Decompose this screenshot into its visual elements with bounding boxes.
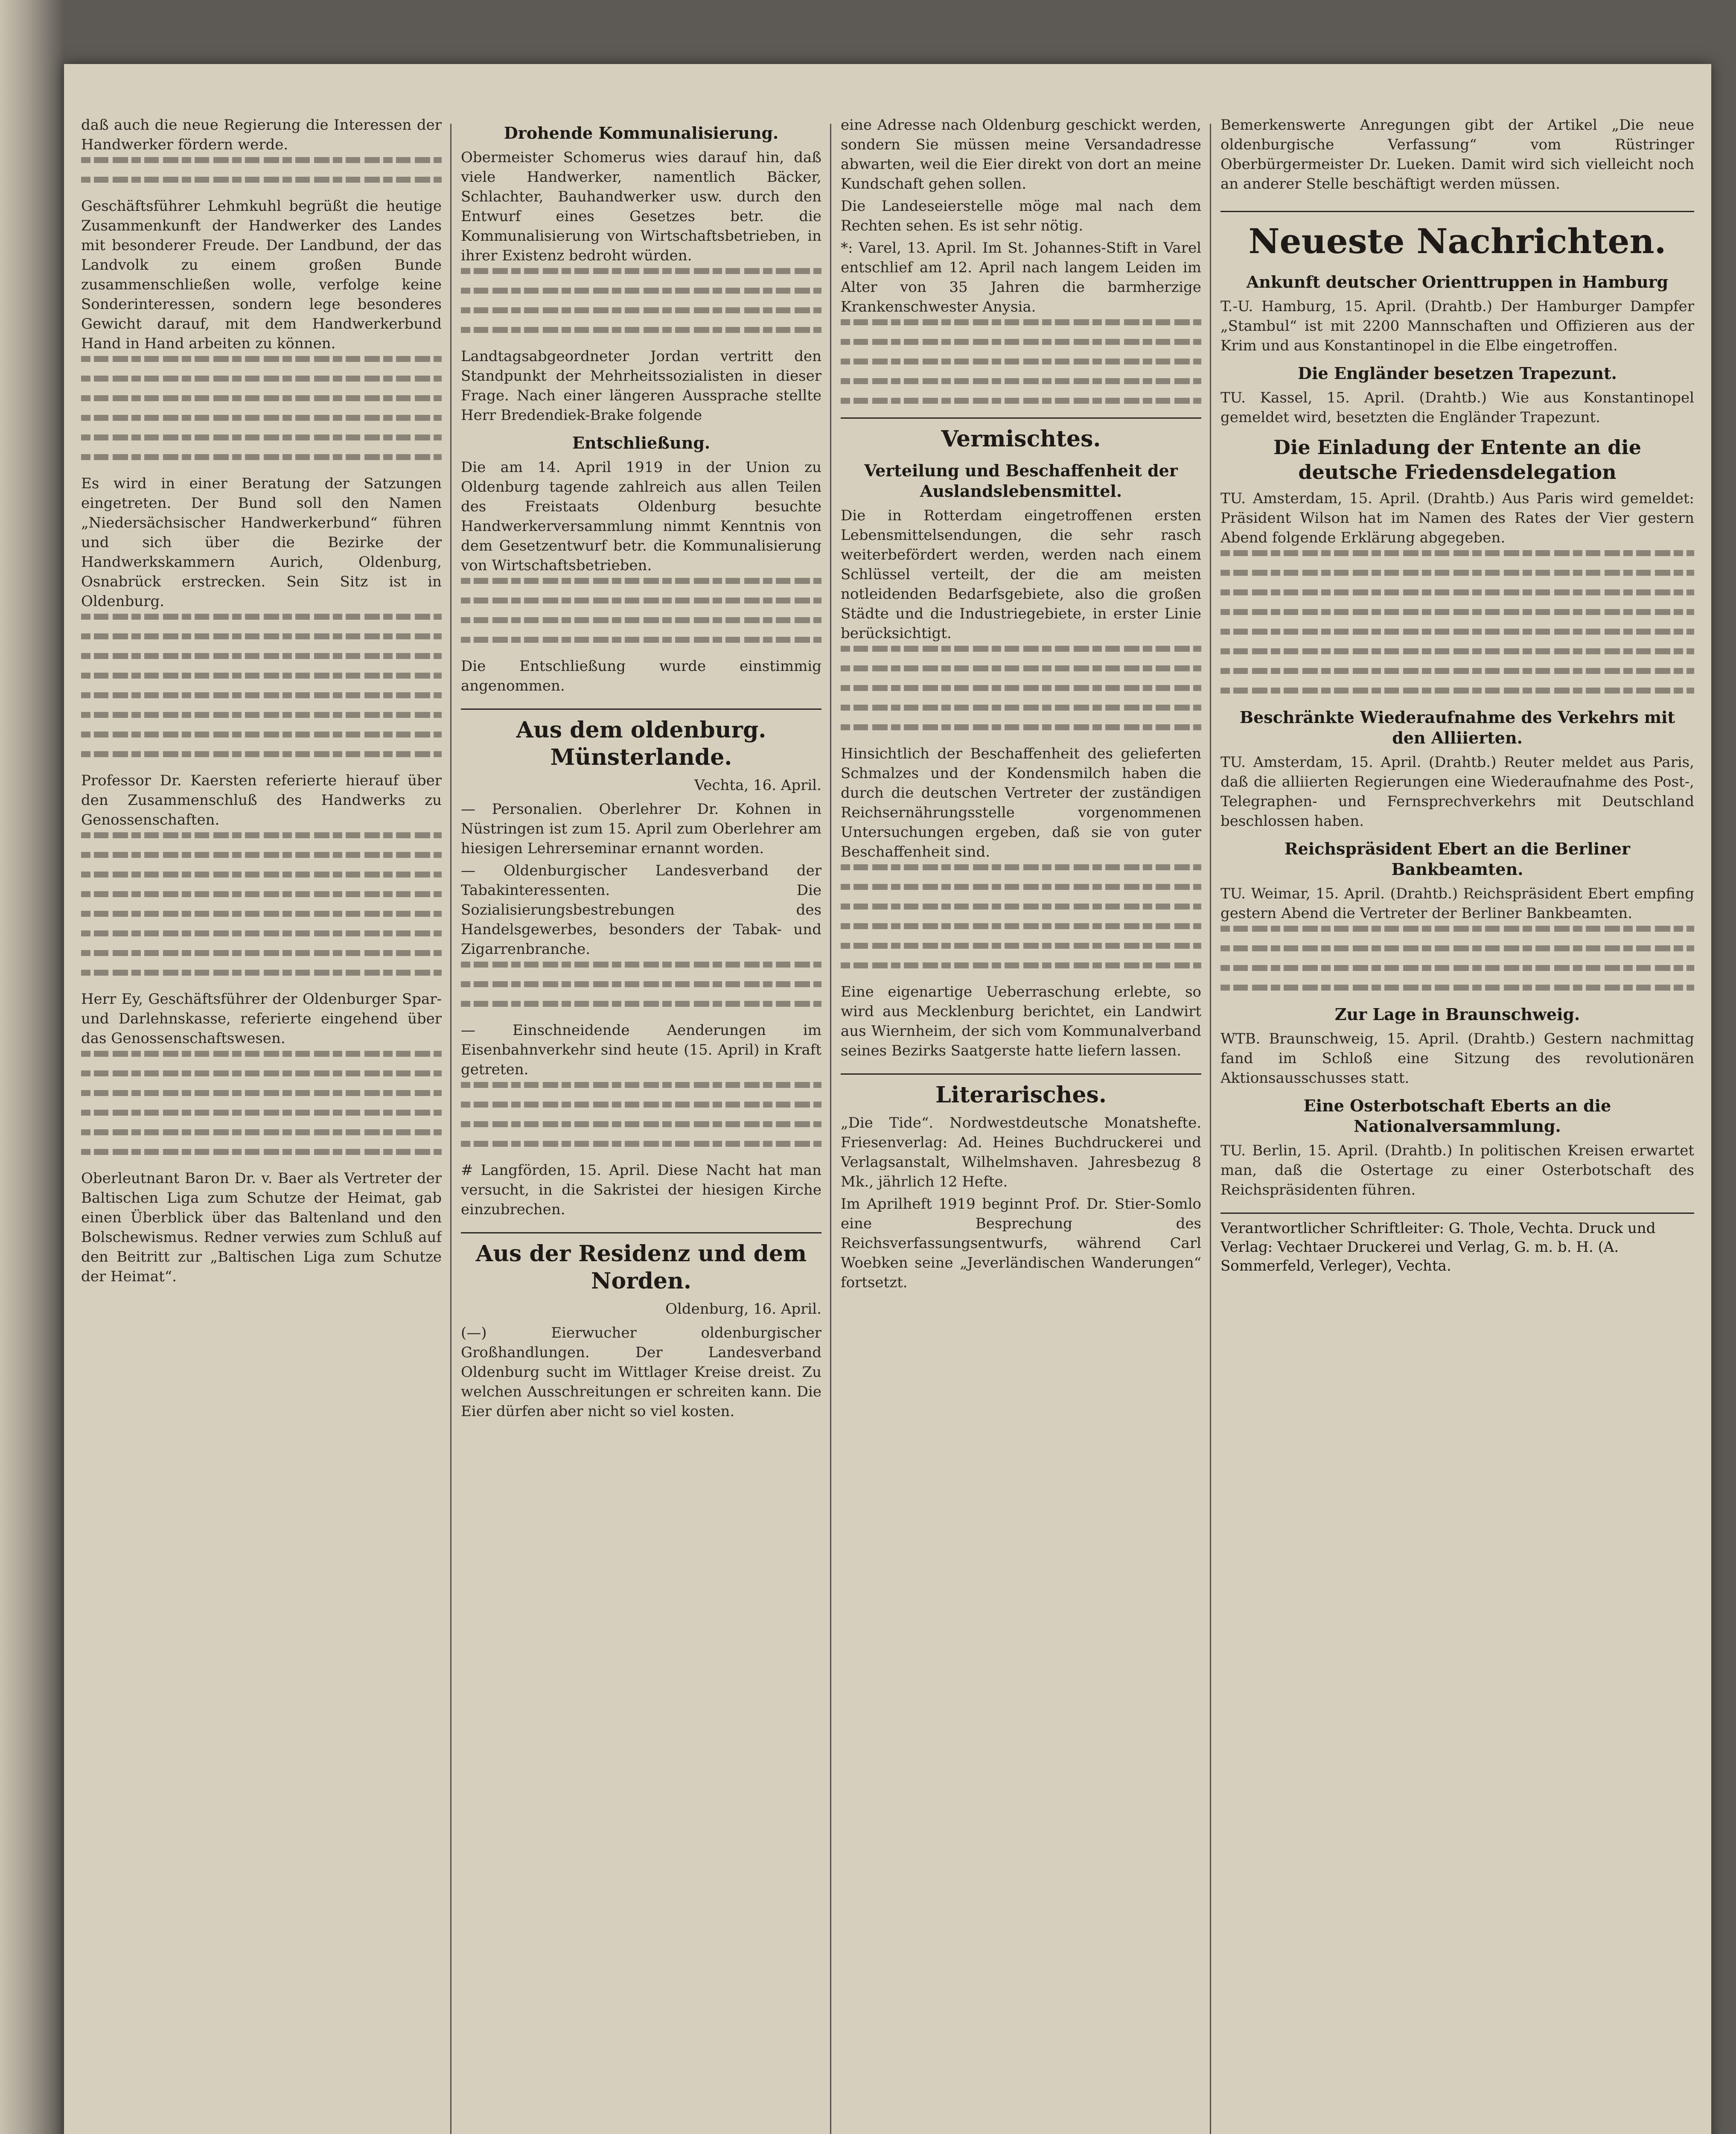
paragraph: TU. Kassel, 15. April. (Drahtb.) Wie aus Konstantinopel gemeldet wird, besetzten die Engländer Trapezunt.: [1220, 389, 1694, 426]
article-heading: Ankunft deutscher Orienttruppen in Hamburg: [1246, 272, 1669, 292]
column-3: [841, 115, 1201, 2134]
paragraph: *: Varel, 13. April. Im St. Johannes-Stift in Varel entschlief am 12. April nach langem Leiden im Alter von 35 Jahren die barmherzige Krankenschwester Anysia.: [841, 239, 1201, 315]
paragraph: Obermeister Schomerus wies darauf hin, daß viele Handwerker, namentlich Bäcker, Schlachter, Bauhandwerker usw. durch den Entwurf eines Gesetzes betr. die Kommunalisierung von Wirtschaftsbetrieben, in ihrer Existenz bedroht würden.: [461, 149, 821, 264]
paragraph: Die Entschließung wurde einstimmig angenommen.: [461, 658, 821, 694]
paragraph: TU. Weimar, 15. April. (Drahtb.) Reichspräsident Ebert empfing gestern Abend die Vertreter der Berliner Bankbeamten.: [1220, 885, 1694, 922]
dateline: Vechta, 16. April.: [694, 777, 821, 794]
paragraph: # Langförden, 15. April. Diese Nacht hat man versucht, in die Sakristei der hiesigen Kirche einzubrechen.: [461, 1162, 821, 1218]
paragraph: „Die Tide“. Nordwestdeutsche Monatshefte. Friesenverlag: Ad. Heines Buchdruckerei und Verlagsanstalt, Wilhelmshaven. Jahresbezug 8 Mk., jährlich 12 Hefte.: [841, 1114, 1201, 1190]
paragraph: Landtagsabgeordneter Jordan vertritt den Standpunkt der Mehrheitssozialisten in dieser Frage. Nach einer längeren Aussprache stellte Herr Bredendiek-Brake folgende: [461, 348, 821, 424]
paragraph: Eine eigenartige Ueberraschung erlebte, so wird aus Mecklenburg berichtet, ein Landwirt aus Wiernheim, der sich vom Kommunalverband seines Bezirks Saatgerste hatte liefern lassen.: [841, 983, 1201, 1059]
paragraph: WTB. Braunschweig, 15. April. (Drahtb.) Gestern nachmittag fand im Schloß eine Sitzung des revolutionären Aktionsausschusses statt.: [1220, 1030, 1694, 1087]
section-heading: Neueste Nachrichten.: [1220, 211, 1694, 262]
paragraph: — Oldenburgischer Landesverband der Tabakinteressenten. Die Sozialisierungsbestrebungen des Handelsgewerbes, besonders der Tabak- und Zigarrenbranche.: [461, 862, 821, 958]
paragraph: eine Adresse nach Oldenburg geschickt werden, sondern Sie müssen meine Versandadresse abwarten, weil die Eier direkt von dort an meine Kundschaft gehen sollen.: [841, 117, 1201, 192]
paragraph: Geschäftsführer Lehmkuhl begrüßt die heutige Zusammenkunft der Handwerker des Landes mit besonderer Freude. Der Landbund, der das Landvolk zu einem großen Bunde zusammenschließen wolle, verfolge keine Sonderinteressen, sondern lege besonderes Gewicht darauf, mit dem Handwerkerbund Hand in Hand arbeiten zu können.: [81, 198, 442, 352]
section-heading: Drohende Kommunalisierung.: [504, 123, 779, 143]
paragraph: — Einschneidende Aenderungen im Eisenbahnverkehr sind heute (15. April) in Kraft getreten.: [461, 1022, 821, 1078]
paragraph: Professor Dr. Kaersten referierte hierauf über den Zusammenschluß des Handwerks zu Genossenschaften.: [81, 772, 442, 828]
paragraph: Die Landeseierstelle möge mal nach dem Rechten sehen. Es ist sehr nötig.: [841, 198, 1201, 234]
column-2: [461, 115, 821, 2134]
paragraph: Oberleutnant Baron Dr. v. Baer als Vertreter der Baltischen Liga zum Schutze der Heimat, gab einen Überblick über das Baltenland und den Bolschewismus. Redner verwies zum Schluß auf den Beitritt zur „Baltischen Liga zum Schutze der Heimat“.: [81, 1170, 442, 1285]
paragraph: TU. Amsterdam, 15. April. (Drahtb.) Aus Paris wird gemeldet: Präsident Wilson hat im Namen des Rates der Vier gestern Abend folgende Erklärung abgegeben.: [1220, 490, 1694, 546]
article-heading: Die Engländer besetzen Trapezunt.: [1298, 364, 1617, 383]
paragraph: — Personalien. Oberlehrer Dr. Kohnen in Nüstringen ist zum 15. April zum Oberlehrer am hiesigen Lehrerseminar ernannt worden.: [461, 801, 821, 857]
article-heading: Zur Lage in Braunschweig.: [1334, 1005, 1580, 1024]
paragraph: Es wird in einer Beratung der Satzungen eingetreten. Der Bund soll den Namen „Niedersächsischer Handwerkerbund“ führen und sich über die Bezirke der Handwerkskammern Aurich, Oldenburg, Osnabrück erstrecken. Sein Sitz ist in Oldenburg.: [81, 475, 442, 610]
article-heading: Eine Osterbotschaft Eberts an die Nationalversammlung.: [1303, 1096, 1611, 1136]
paragraph: T.-U. Hamburg, 15. April. (Drahtb.) Der Hamburger Dampfer „Stambul“ ist mit 2200 Mannschaften und Offizieren aus der Krim und aus Konstantinopel in die Elbe eingetroffen.: [1220, 298, 1694, 354]
paragraph: Die am 14. April 1919 in der Union zu Oldenburg tagende zahlreich aus allen Teilen des Freistaats Oldenburg besuchte Handwerkerversammlung nimmt Kenntnis von dem Gesetzentwurf betr. die Kommunalisierung von Wirtschaftsbetrieben.: [461, 459, 821, 574]
scan-edge: [0, 0, 64, 2134]
article-heading: Beschränkte Wiederaufnahme des Verkehrs mit den Alliierten.: [1239, 708, 1675, 747]
article-heading: Verteilung und Beschaffenheit der Auslandslebensmittel.: [864, 461, 1178, 501]
paragraph: Hinsichtlich der Beschaffenheit des gelieferten Schmalzes und der Kondensmilch haben die durch die deutschen Vertreter der zuständigen Reichsernährungsstelle vorgenommenen Untersuchungen ergeben, daß sie von guter Beschaffenheit sind.: [841, 745, 1201, 860]
imprint: Verantwortlicher Schriftleiter: G. Thole, Vechta. Druck und Verlag: Vechtaer Druckerei und Verlag, G. m. b. H. (A. Sommerfeld, Verleger), Vechta.: [1220, 1213, 1694, 1275]
article-heading: Reichspräsident Ebert an die Berliner Bankbeamten.: [1285, 839, 1630, 879]
column-rule: [830, 124, 831, 2134]
paragraph: daß auch die neue Regierung die Interessen der Handwerker fördern werde.: [81, 117, 442, 153]
section-heading: Entschließung.: [572, 433, 711, 452]
dateline: Oldenburg, 16. April.: [665, 1300, 821, 1318]
section-heading: Aus der Residenz und dem Norden.: [461, 1232, 821, 1295]
paragraph: Die in Rotterdam eingetroffenen ersten Lebensmittelsendungen, die sehr rasch weiterbefördert werden, werden nach einem Schlüssel verteilt, der die am meisten notleidenden Bedarfsgebiete, also die großen Städte und die Industriegebiete, in erster Linie berücksichtigt.: [841, 507, 1201, 642]
paragraph: TU. Amsterdam, 15. April. (Drahtb.) Reuter meldet aus Paris, daß die alliierten Regierungen eine Wiederaufnahme des Post-, Telegraphen- und Fernsprechverkehrs mit Deutschland beschlossen haben.: [1220, 754, 1694, 830]
paragraph: (—) Eierwucher oldenburgischer Großhandlungen. Der Landesverband Oldenburg sucht im Wittlager Kreise dreist. Zu welchen Ausschreitungen er schreiten kann. Die Eier dürfen aber nicht so viel kosten.: [461, 1324, 821, 1420]
section-heading: Aus dem oldenburg. Münsterlande.: [461, 708, 821, 771]
column-4: [1220, 115, 1694, 2134]
newspaper-page: [64, 64, 1711, 2134]
section-heading: Literarisches.: [841, 1073, 1201, 1109]
paragraph: TU. Berlin, 15. April. (Drahtb.) In politischen Kreisen erwartet man, daß die Ostertage zu einer Osterbotschaft des Reichspräsidenten führen.: [1220, 1142, 1694, 1198]
paragraph: Im Aprilheft 1919 beginnt Prof. Dr. Stier-Somlo eine Besprechung des Reichsverfassungsentwurfs, während Carl Woebken seine „Jeverländischen Wanderungen“ fortsetzt.: [841, 1195, 1201, 1291]
article-heading: Die Einladung der Entente an die deutsche Friedensdelegation: [1273, 436, 1641, 484]
column-rule: [1210, 124, 1211, 2134]
section-heading: Vermischtes.: [841, 417, 1201, 453]
paragraph: Bemerkenswerte Anregungen gibt der Artikel „Die neue oldenburgische Verfassung“ vom Rüstringer Oberbürgermeister Dr. Lueken. Damit wird sich vielleicht noch an anderer Stelle beschäftigt werden müssen.: [1220, 117, 1694, 192]
paragraph: Herr Ey, Geschäftsführer der Oldenburger Spar- und Darlehnskasse, referierte eingehend über das Genossenschaftswesen.: [81, 991, 442, 1047]
column-1: [81, 115, 442, 2134]
column-rule: [450, 124, 451, 2134]
